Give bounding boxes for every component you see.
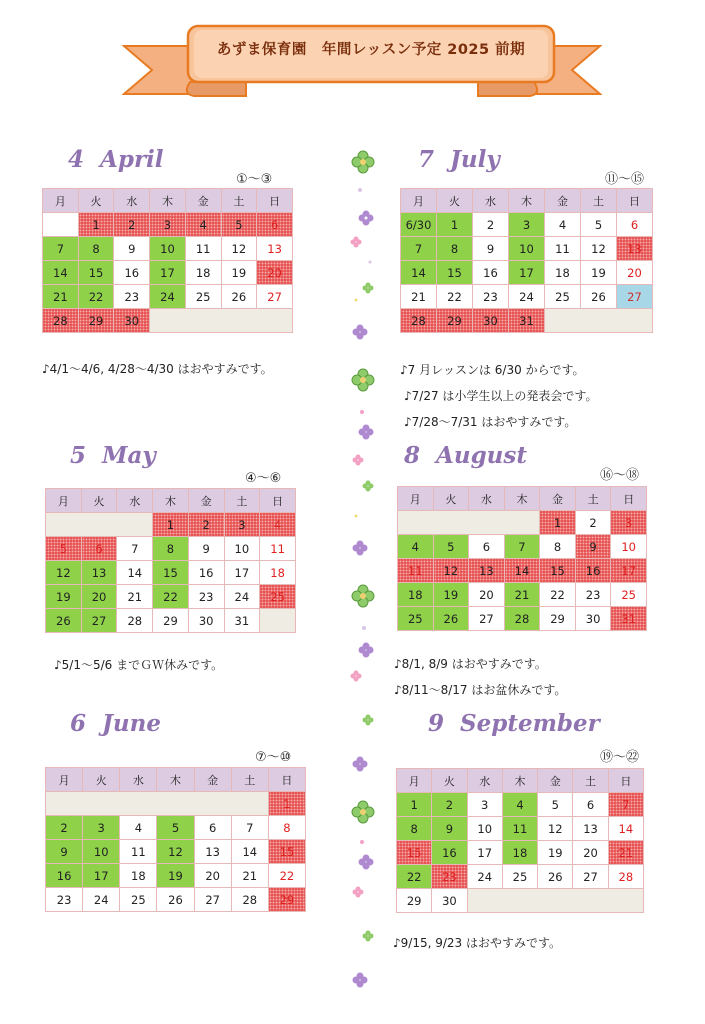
weekday-label: 月 bbox=[43, 189, 79, 213]
month-title-june: 6 June bbox=[70, 710, 161, 737]
day-cell: 20 bbox=[469, 583, 505, 607]
day-cell: 4 bbox=[502, 793, 537, 817]
weekday-label: 木 bbox=[509, 189, 545, 213]
day-cell: 27 bbox=[617, 285, 653, 309]
day-cell: 5 bbox=[221, 213, 257, 237]
weekday-label: 日 bbox=[268, 768, 305, 792]
weekday-header-row bbox=[43, 189, 293, 213]
week-row bbox=[46, 816, 306, 840]
day-cell: 12 bbox=[221, 237, 257, 261]
day-cell: 27 bbox=[194, 888, 231, 912]
day-cell: 21 bbox=[43, 285, 79, 309]
day-cell: 18 bbox=[185, 261, 221, 285]
day-cell: 14 bbox=[231, 840, 268, 864]
day-cell: 24 bbox=[467, 865, 502, 889]
day-cell: 19 bbox=[433, 583, 469, 607]
weekday-header-row bbox=[397, 769, 644, 793]
day-cell: 18 bbox=[502, 841, 537, 865]
lesson-range-september: ⑲～㉒ bbox=[600, 750, 640, 765]
day-cell: 15 bbox=[78, 261, 114, 285]
day-cell: 3 bbox=[150, 213, 186, 237]
day-cell: 13 bbox=[81, 561, 117, 585]
day-cell: 6 bbox=[81, 537, 117, 561]
day-cell: 22 bbox=[437, 285, 473, 309]
day-cell: 9 bbox=[188, 537, 224, 561]
week-row bbox=[46, 585, 296, 609]
day-cell: 8 bbox=[397, 817, 432, 841]
day-cell: 2 bbox=[432, 793, 467, 817]
day-cell: 25 bbox=[611, 583, 647, 607]
day-cell: 10 bbox=[150, 237, 186, 261]
day-cell: 29 bbox=[268, 888, 305, 912]
day-cell: 16 bbox=[46, 864, 83, 888]
note-august-1: ♪8/1, 8/9 はおやすみです。 bbox=[394, 657, 547, 671]
note-may-1: ♪5/1～5/6 までＧＷ休みです。 bbox=[54, 658, 224, 672]
day-cell: 18 bbox=[120, 864, 157, 888]
day-cell: 24 bbox=[150, 285, 186, 309]
week-row bbox=[401, 285, 653, 309]
day-cell: 8 bbox=[153, 537, 189, 561]
day-cell: 7 bbox=[117, 537, 153, 561]
day-cell: 1 bbox=[437, 213, 473, 237]
month-title-august: 8 August bbox=[404, 442, 527, 469]
week-row bbox=[398, 583, 647, 607]
weekday-label: 木 bbox=[153, 489, 189, 513]
weekday-label: 水 bbox=[473, 189, 509, 213]
day-cell: 22 bbox=[268, 864, 305, 888]
day-cell: 2 bbox=[114, 213, 150, 237]
day-cell: 5 bbox=[433, 535, 469, 559]
day-cell: 10 bbox=[83, 840, 120, 864]
weekday-label: 木 bbox=[150, 189, 186, 213]
weekday-label: 日 bbox=[257, 189, 293, 213]
day-cell: 22 bbox=[540, 583, 576, 607]
day-cell: 4 bbox=[398, 535, 434, 559]
weekday-label: 木 bbox=[157, 768, 194, 792]
day-cell: 18 bbox=[398, 583, 434, 607]
day-cell: 10 bbox=[611, 535, 647, 559]
flower-decoration bbox=[348, 140, 378, 1000]
week-row bbox=[46, 513, 296, 537]
day-cell: 4 bbox=[545, 213, 581, 237]
day-cell: 14 bbox=[117, 561, 153, 585]
calendar-september bbox=[396, 768, 644, 913]
week-row bbox=[397, 793, 644, 817]
day-cell: 3 bbox=[509, 213, 545, 237]
week-row bbox=[398, 511, 647, 535]
empty-cell bbox=[398, 511, 540, 535]
day-cell: 28 bbox=[231, 888, 268, 912]
weekday-label: 月 bbox=[401, 189, 437, 213]
lesson-range-august: ⑯～⑱ bbox=[600, 468, 640, 483]
lesson-range-june: ⑦～⑩ bbox=[255, 750, 292, 765]
week-row bbox=[398, 535, 647, 559]
weekday-header-row bbox=[398, 487, 647, 511]
lesson-range-july: ⑪～⑮ bbox=[605, 172, 645, 187]
day-cell: 9 bbox=[46, 840, 83, 864]
weekday-header-row bbox=[401, 189, 653, 213]
day-cell: 14 bbox=[43, 261, 79, 285]
day-cell: 10 bbox=[509, 237, 545, 261]
day-cell: 15 bbox=[153, 561, 189, 585]
week-row bbox=[401, 213, 653, 237]
day-cell: 2 bbox=[46, 816, 83, 840]
weekday-label: 月 bbox=[46, 489, 82, 513]
day-cell: 13 bbox=[617, 237, 653, 261]
page-title: あずま保育園 年間レッスン予定 2025 前期 bbox=[216, 42, 526, 58]
day-cell: 20 bbox=[617, 261, 653, 285]
day-cell: 13 bbox=[469, 559, 505, 583]
day-cell: 25 bbox=[185, 285, 221, 309]
day-cell: 22 bbox=[153, 585, 189, 609]
day-cell: 28 bbox=[504, 607, 540, 631]
day-cell: 25 bbox=[398, 607, 434, 631]
day-cell: 25 bbox=[502, 865, 537, 889]
day-cell: 29 bbox=[540, 607, 576, 631]
empty-cell bbox=[260, 609, 296, 633]
day-cell: 21 bbox=[117, 585, 153, 609]
day-cell: 11 bbox=[120, 840, 157, 864]
day-cell: 10 bbox=[224, 537, 260, 561]
day-cell: 21 bbox=[504, 583, 540, 607]
day-cell: 5 bbox=[538, 793, 573, 817]
week-row bbox=[46, 792, 306, 816]
day-cell: 3 bbox=[224, 513, 260, 537]
week-row bbox=[401, 261, 653, 285]
weekday-label: 火 bbox=[433, 487, 469, 511]
day-cell: 25 bbox=[545, 285, 581, 309]
day-cell: 30 bbox=[432, 889, 467, 913]
weekday-label: 木 bbox=[502, 769, 537, 793]
lesson-range-april: ①～③ bbox=[236, 172, 273, 187]
day-cell: 21 bbox=[608, 841, 643, 865]
day-cell: 16 bbox=[473, 261, 509, 285]
day-cell: 19 bbox=[221, 261, 257, 285]
weekday-label: 水 bbox=[114, 189, 150, 213]
day-cell: 19 bbox=[157, 864, 194, 888]
weekday-label: 火 bbox=[83, 768, 120, 792]
day-cell: 3 bbox=[83, 816, 120, 840]
empty-cell bbox=[467, 889, 643, 913]
weekday-label: 金 bbox=[538, 769, 573, 793]
day-cell: 12 bbox=[581, 237, 617, 261]
day-cell: 14 bbox=[608, 817, 643, 841]
week-row bbox=[46, 537, 296, 561]
day-cell: 23 bbox=[114, 285, 150, 309]
day-cell: 18 bbox=[545, 261, 581, 285]
day-cell: 12 bbox=[157, 840, 194, 864]
week-row bbox=[397, 889, 644, 913]
day-cell: 31 bbox=[509, 309, 545, 333]
weekday-label: 日 bbox=[617, 189, 653, 213]
day-cell: 31 bbox=[224, 609, 260, 633]
day-cell: 6 bbox=[617, 213, 653, 237]
day-cell: 2 bbox=[473, 213, 509, 237]
day-cell: 8 bbox=[437, 237, 473, 261]
day-cell: 19 bbox=[581, 261, 617, 285]
day-cell: 16 bbox=[188, 561, 224, 585]
weekday-label: 水 bbox=[467, 769, 502, 793]
day-cell: 30 bbox=[575, 607, 611, 631]
day-cell: 26 bbox=[46, 609, 82, 633]
weekday-label: 日 bbox=[260, 489, 296, 513]
weekday-label: 土 bbox=[221, 189, 257, 213]
weekday-label: 土 bbox=[573, 769, 608, 793]
day-cell: 17 bbox=[509, 261, 545, 285]
day-cell: 23 bbox=[46, 888, 83, 912]
day-cell: 15 bbox=[437, 261, 473, 285]
calendar-august bbox=[397, 486, 647, 631]
month-title-september: 9 September bbox=[428, 710, 600, 737]
week-row bbox=[397, 841, 644, 865]
week-row bbox=[398, 607, 647, 631]
weekday-label: 土 bbox=[224, 489, 260, 513]
weekday-header-row bbox=[46, 768, 306, 792]
day-cell: 26 bbox=[581, 285, 617, 309]
calendar-april bbox=[42, 188, 293, 333]
calendar-may bbox=[45, 488, 296, 633]
day-cell: 12 bbox=[46, 561, 82, 585]
note-july-2: ♪7/27 は小学生以上の発表会です。 bbox=[404, 389, 598, 403]
day-cell: 4 bbox=[260, 513, 296, 537]
day-cell: 12 bbox=[538, 817, 573, 841]
day-cell: 27 bbox=[81, 609, 117, 633]
calendar-july bbox=[400, 188, 653, 333]
day-cell: 13 bbox=[194, 840, 231, 864]
day-cell: 22 bbox=[78, 285, 114, 309]
day-cell: 7 bbox=[401, 237, 437, 261]
calendar-june bbox=[45, 767, 306, 912]
weekday-label: 金 bbox=[185, 189, 221, 213]
day-cell: 28 bbox=[117, 609, 153, 633]
week-row bbox=[397, 865, 644, 889]
weekday-label: 火 bbox=[81, 489, 117, 513]
day-cell: 10 bbox=[467, 817, 502, 841]
lesson-range-may: ④～⑥ bbox=[245, 471, 282, 486]
day-cell: 1 bbox=[540, 511, 576, 535]
day-cell: 19 bbox=[46, 585, 82, 609]
day-cell: 13 bbox=[573, 817, 608, 841]
week-row bbox=[46, 864, 306, 888]
day-cell: 21 bbox=[231, 864, 268, 888]
empty-cell bbox=[46, 792, 269, 816]
day-cell: 17 bbox=[224, 561, 260, 585]
day-cell: 20 bbox=[573, 841, 608, 865]
day-cell: 9 bbox=[114, 237, 150, 261]
week-row bbox=[398, 559, 647, 583]
day-cell: 19 bbox=[538, 841, 573, 865]
day-cell: 20 bbox=[81, 585, 117, 609]
day-cell: 7 bbox=[608, 793, 643, 817]
month-title-july: 7 July bbox=[418, 146, 500, 173]
day-cell: 29 bbox=[153, 609, 189, 633]
day-cell: 17 bbox=[83, 864, 120, 888]
weekday-label: 土 bbox=[231, 768, 268, 792]
day-cell: 14 bbox=[504, 559, 540, 583]
day-cell: 6 bbox=[257, 213, 293, 237]
weekday-label: 土 bbox=[575, 487, 611, 511]
day-cell: 5 bbox=[581, 213, 617, 237]
day-cell: 20 bbox=[194, 864, 231, 888]
weekday-label: 土 bbox=[581, 189, 617, 213]
day-cell: 29 bbox=[78, 309, 114, 333]
day-cell: 30 bbox=[473, 309, 509, 333]
week-row bbox=[43, 309, 293, 333]
day-cell: 17 bbox=[467, 841, 502, 865]
flower-icon bbox=[351, 151, 375, 988]
day-cell: 6 bbox=[194, 816, 231, 840]
week-row bbox=[43, 261, 293, 285]
day-cell: 26 bbox=[538, 865, 573, 889]
day-cell: 2 bbox=[188, 513, 224, 537]
week-row bbox=[46, 888, 306, 912]
day-cell: 15 bbox=[397, 841, 432, 865]
day-cell: 11 bbox=[398, 559, 434, 583]
day-cell: 1 bbox=[153, 513, 189, 537]
day-cell: 8 bbox=[268, 816, 305, 840]
day-cell: 3 bbox=[611, 511, 647, 535]
day-cell: 6 bbox=[573, 793, 608, 817]
day-cell: 5 bbox=[46, 537, 82, 561]
day-cell: 16 bbox=[114, 261, 150, 285]
day-cell: 8 bbox=[78, 237, 114, 261]
day-cell: 7 bbox=[43, 237, 79, 261]
day-cell: 26 bbox=[433, 607, 469, 631]
day-cell: 7 bbox=[504, 535, 540, 559]
month-title-april: 4 April bbox=[68, 146, 164, 173]
day-cell: 6 bbox=[469, 535, 505, 559]
day-cell: 1 bbox=[268, 792, 305, 816]
day-cell: 31 bbox=[611, 607, 647, 631]
weekday-label: 火 bbox=[78, 189, 114, 213]
day-cell: 23 bbox=[432, 865, 467, 889]
weekday-header-row bbox=[46, 489, 296, 513]
day-cell: 28 bbox=[401, 309, 437, 333]
weekday-label: 火 bbox=[437, 189, 473, 213]
day-cell: 16 bbox=[575, 559, 611, 583]
weekday-label: 水 bbox=[469, 487, 505, 511]
day-cell: 26 bbox=[157, 888, 194, 912]
day-cell: 12 bbox=[433, 559, 469, 583]
note-august-2: ♪8/11～8/17 はお盆休みです。 bbox=[394, 683, 567, 697]
weekday-label: 金 bbox=[545, 189, 581, 213]
weekday-label: 月 bbox=[397, 769, 432, 793]
day-cell: 4 bbox=[185, 213, 221, 237]
day-cell: 28 bbox=[608, 865, 643, 889]
empty-cell bbox=[545, 309, 653, 333]
day-cell: 23 bbox=[575, 583, 611, 607]
month-title-may: 5 May bbox=[70, 442, 156, 469]
day-cell: 26 bbox=[221, 285, 257, 309]
day-cell: 2 bbox=[575, 511, 611, 535]
day-cell: 27 bbox=[257, 285, 293, 309]
week-row bbox=[46, 609, 296, 633]
note-april-1: ♪4/1～4/6, 4/28～4/30 はおやすみです。 bbox=[42, 362, 273, 376]
empty-cell bbox=[46, 513, 153, 537]
day-cell: 9 bbox=[473, 237, 509, 261]
weekday-label: 日 bbox=[608, 769, 643, 793]
weekday-label: 金 bbox=[540, 487, 576, 511]
day-cell: 6/30 bbox=[401, 213, 437, 237]
week-row bbox=[43, 237, 293, 261]
day-cell: 24 bbox=[224, 585, 260, 609]
day-cell: 1 bbox=[397, 793, 432, 817]
day-cell: 20 bbox=[257, 261, 293, 285]
day-cell: 8 bbox=[540, 535, 576, 559]
weekday-label: 月 bbox=[398, 487, 434, 511]
day-cell: 24 bbox=[83, 888, 120, 912]
day-cell: 11 bbox=[502, 817, 537, 841]
weekday-label: 水 bbox=[117, 489, 153, 513]
week-row bbox=[401, 237, 653, 261]
day-cell: 30 bbox=[188, 609, 224, 633]
day-cell: 21 bbox=[401, 285, 437, 309]
day-cell: 3 bbox=[467, 793, 502, 817]
day-cell: 22 bbox=[397, 865, 432, 889]
week-row bbox=[46, 840, 306, 864]
day-cell: 9 bbox=[432, 817, 467, 841]
week-row bbox=[397, 817, 644, 841]
day-cell: 23 bbox=[188, 585, 224, 609]
day-cell: 15 bbox=[540, 559, 576, 583]
day-cell: 17 bbox=[611, 559, 647, 583]
weekday-label: 日 bbox=[611, 487, 647, 511]
weekday-label: 金 bbox=[194, 768, 231, 792]
weekday-label: 金 bbox=[188, 489, 224, 513]
day-cell: 15 bbox=[268, 840, 305, 864]
empty-cell bbox=[43, 213, 79, 237]
day-cell: 23 bbox=[473, 285, 509, 309]
week-row bbox=[43, 285, 293, 309]
weekday-label: 月 bbox=[46, 768, 83, 792]
day-cell: 27 bbox=[469, 607, 505, 631]
day-cell: 13 bbox=[257, 237, 293, 261]
weekday-label: 水 bbox=[120, 768, 157, 792]
day-cell: 18 bbox=[260, 561, 296, 585]
day-cell: 7 bbox=[231, 816, 268, 840]
day-cell: 1 bbox=[78, 213, 114, 237]
day-cell: 17 bbox=[150, 261, 186, 285]
note-july-1: ♪7 月レッスンは 6/30 からです。 bbox=[400, 363, 585, 377]
day-cell: 4 bbox=[120, 816, 157, 840]
week-row bbox=[401, 309, 653, 333]
day-cell: 27 bbox=[573, 865, 608, 889]
day-cell: 9 bbox=[575, 535, 611, 559]
weekday-label: 火 bbox=[432, 769, 467, 793]
day-cell: 25 bbox=[260, 585, 296, 609]
day-cell: 29 bbox=[397, 889, 432, 913]
day-cell: 29 bbox=[437, 309, 473, 333]
day-cell: 14 bbox=[401, 261, 437, 285]
day-cell: 11 bbox=[185, 237, 221, 261]
day-cell: 11 bbox=[545, 237, 581, 261]
day-cell: 11 bbox=[260, 537, 296, 561]
day-cell: 5 bbox=[157, 816, 194, 840]
day-cell: 28 bbox=[43, 309, 79, 333]
week-row bbox=[46, 561, 296, 585]
day-cell: 25 bbox=[120, 888, 157, 912]
weekday-label: 木 bbox=[504, 487, 540, 511]
day-cell: 16 bbox=[432, 841, 467, 865]
week-row bbox=[43, 213, 293, 237]
day-cell: 30 bbox=[114, 309, 150, 333]
note-july-3: ♪7/28～7/31 はおやすみです。 bbox=[404, 415, 577, 429]
day-cell: 24 bbox=[509, 285, 545, 309]
empty-cell bbox=[150, 309, 293, 333]
note-september-1: ♪9/15, 9/23 はおやすみです。 bbox=[393, 936, 562, 950]
